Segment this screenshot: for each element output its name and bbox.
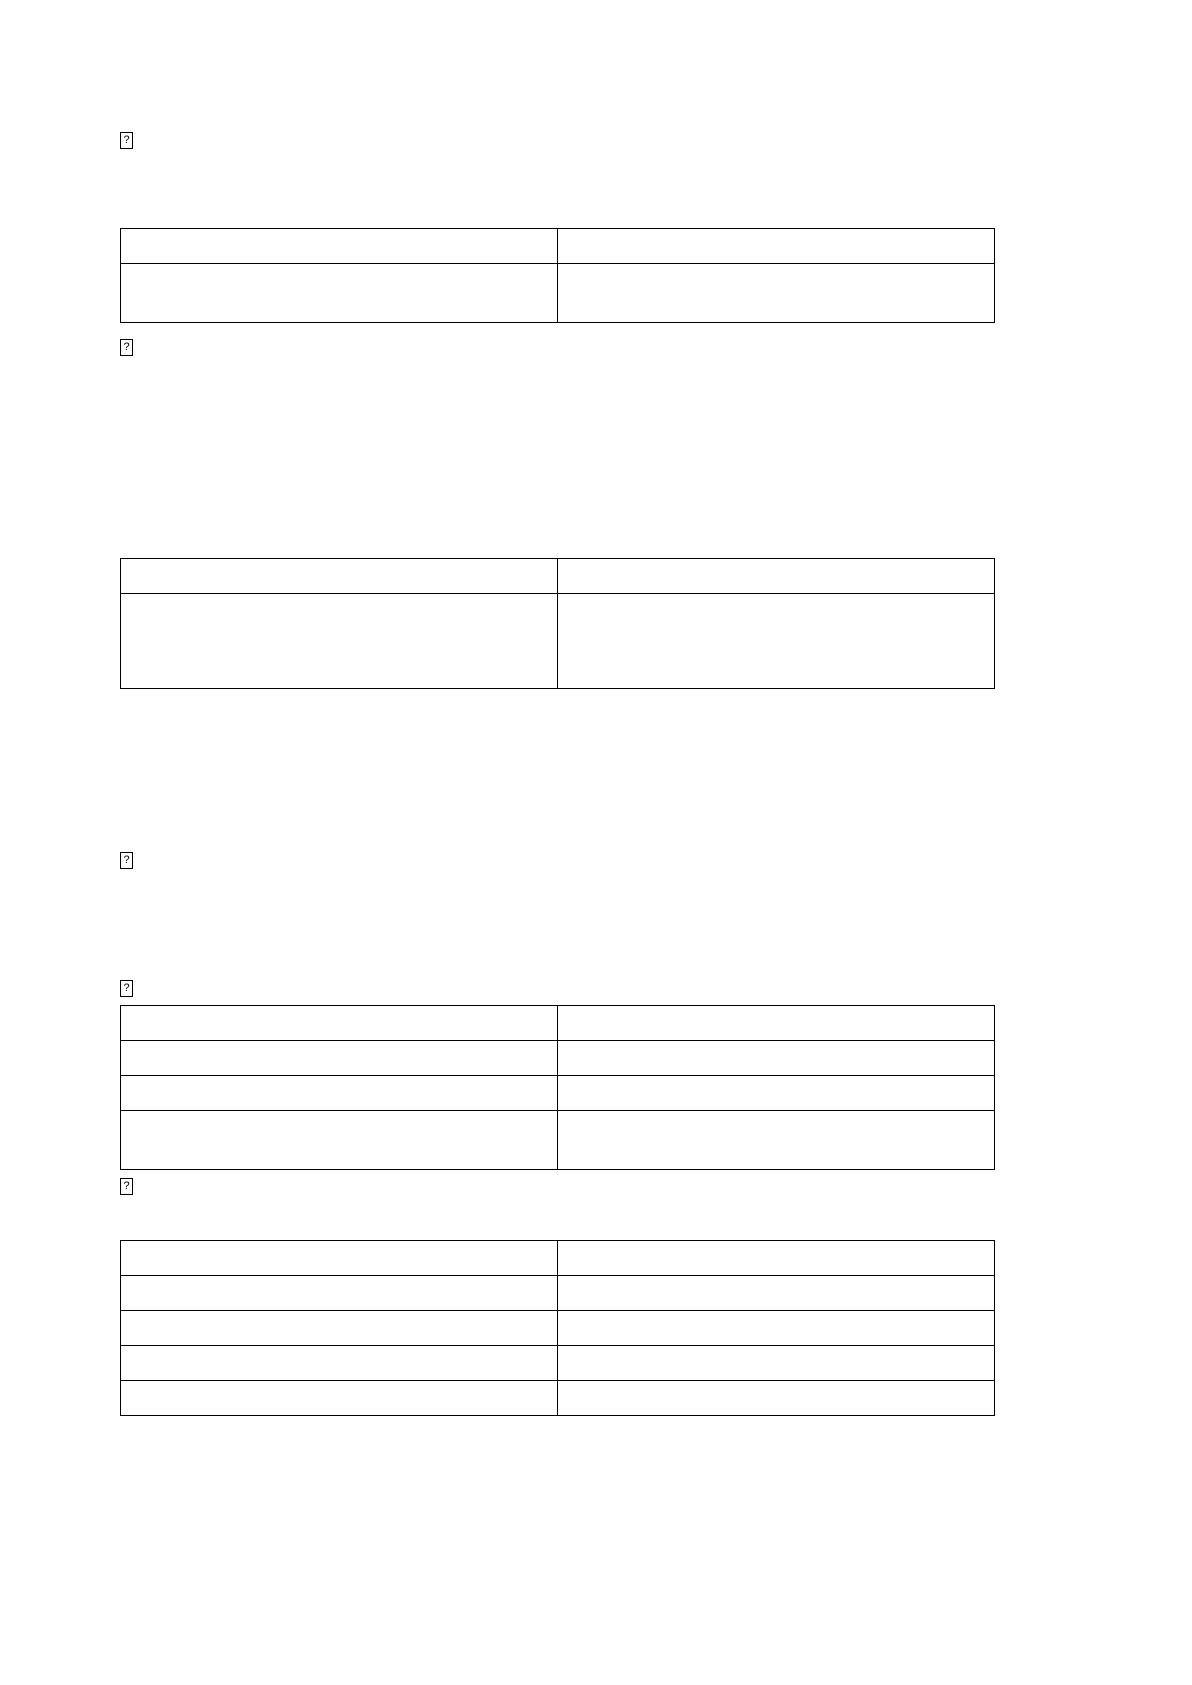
table-1: [120, 228, 995, 323]
missing-glyph-icon: ?: [120, 980, 133, 997]
table-cell: [121, 1381, 558, 1416]
table-row: [121, 1346, 995, 1381]
table-row: [121, 1076, 995, 1111]
table-row: [121, 1111, 995, 1170]
table-cell: [558, 1381, 995, 1416]
missing-glyph-marker-1: [120, 131, 133, 149]
table-row: [121, 1241, 995, 1276]
table-row: [121, 1276, 995, 1311]
table-row: [121, 1041, 995, 1076]
missing-glyph-icon: ?: [120, 339, 133, 356]
table-cell: [558, 1076, 995, 1111]
table-cell: [121, 1006, 558, 1041]
table-cell: [558, 1041, 995, 1076]
table-row: [121, 1381, 995, 1416]
table-cell: [121, 1276, 558, 1311]
missing-glyph-icon: ?: [120, 132, 133, 149]
table-cell: [121, 1311, 558, 1346]
table-cell: [558, 1346, 995, 1381]
table-row: [121, 1311, 995, 1346]
table-cell: [558, 1111, 995, 1170]
table-cell: [558, 594, 995, 689]
missing-glyph-marker-3: [120, 851, 133, 869]
missing-glyph-icon: ?: [120, 1178, 133, 1195]
table-cell: [121, 1241, 558, 1276]
missing-glyph-marker-5: [120, 1177, 133, 1195]
table-cell: [558, 1241, 995, 1276]
table-cell: [558, 229, 995, 264]
table-row: [121, 559, 995, 594]
table-row: [121, 264, 995, 323]
table-4: [120, 1240, 995, 1416]
table-3: [120, 1005, 995, 1170]
table-cell: [558, 559, 995, 594]
table-cell: [121, 1346, 558, 1381]
table-row: [121, 1006, 995, 1041]
table-cell: [558, 1006, 995, 1041]
table-cell: [121, 1111, 558, 1170]
table-cell: [558, 264, 995, 323]
table-cell: [121, 559, 558, 594]
missing-glyph-marker-2: [120, 338, 133, 356]
table-cell: [558, 1276, 995, 1311]
table-row: [121, 594, 995, 689]
table-2: [120, 558, 995, 689]
table-cell: [121, 229, 558, 264]
missing-glyph-icon: ?: [120, 852, 133, 869]
table-cell: [121, 1041, 558, 1076]
table-row: [121, 229, 995, 264]
table-cell: [121, 1076, 558, 1111]
table-cell: [121, 594, 558, 689]
table-cell: [121, 264, 558, 323]
missing-glyph-marker-4: [120, 979, 133, 997]
table-cell: [558, 1311, 995, 1346]
